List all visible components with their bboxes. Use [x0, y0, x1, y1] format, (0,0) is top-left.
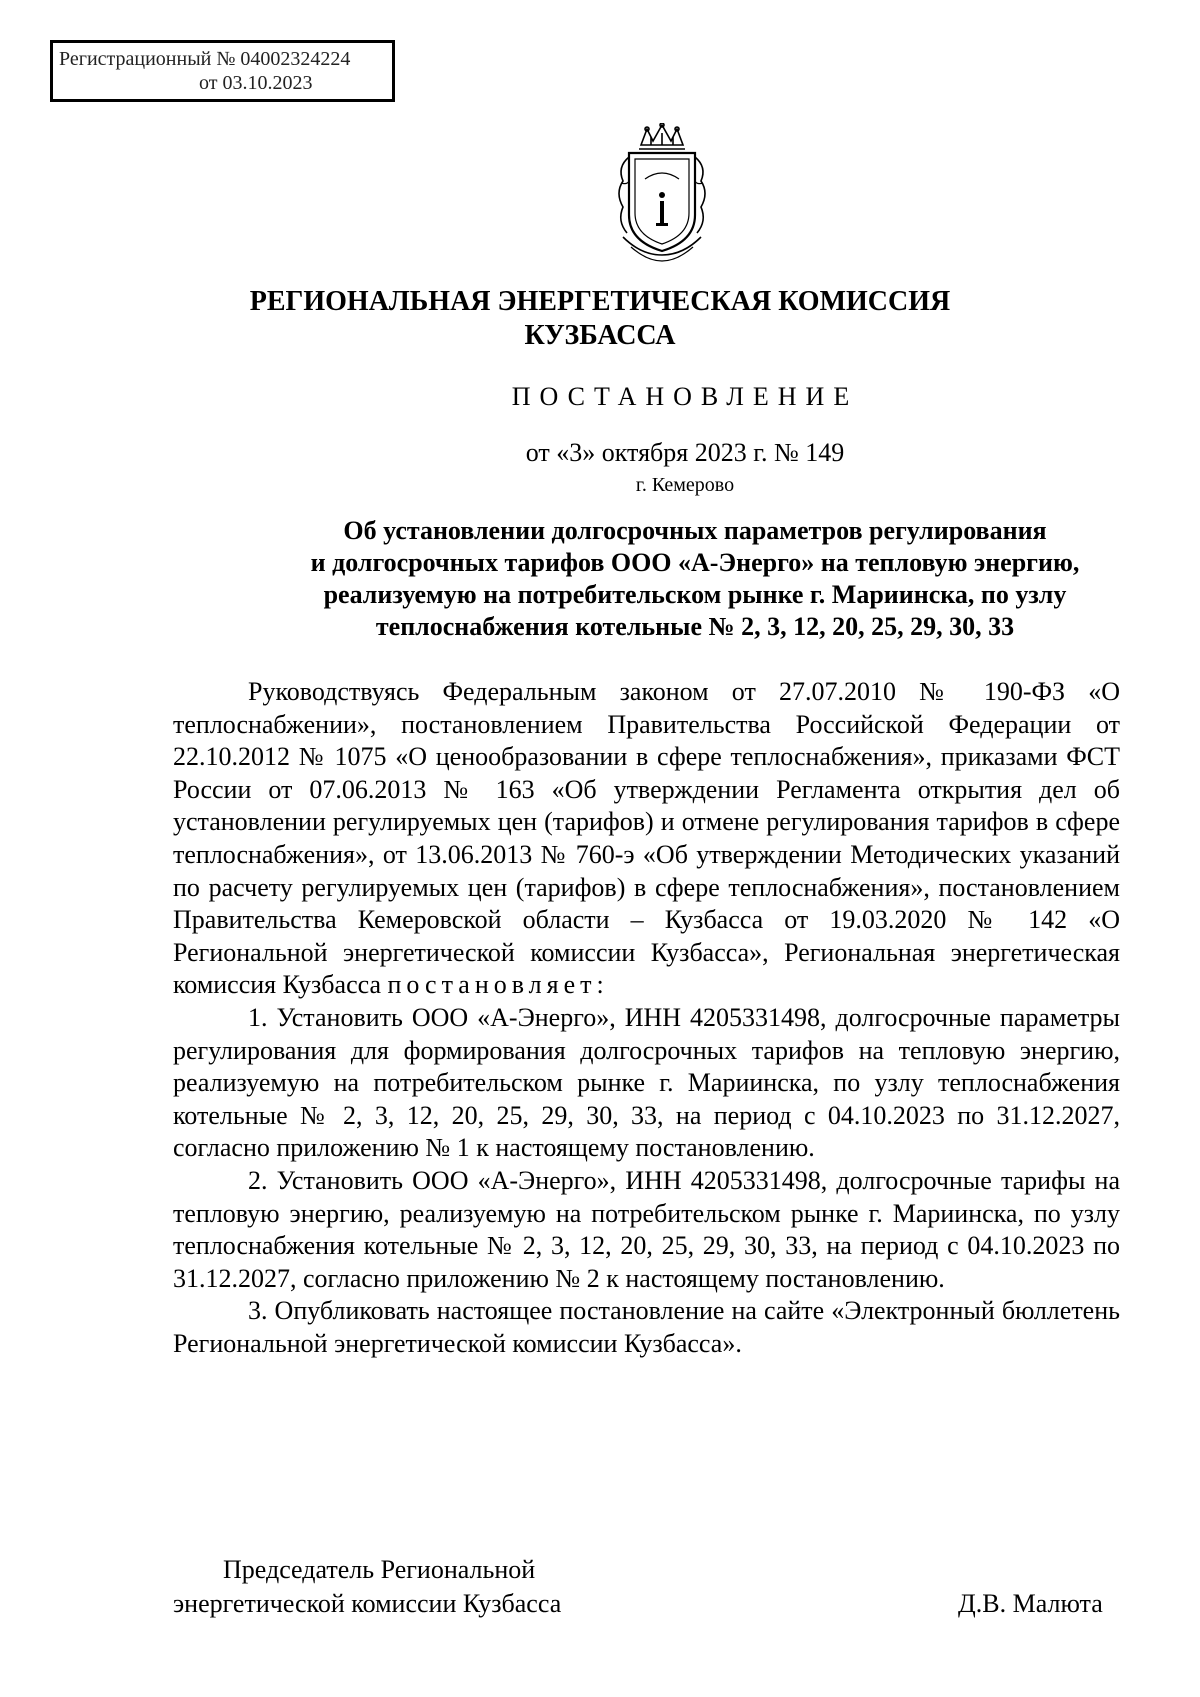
document-type: ПОСТАНОВЛЕНИЕ [511, 382, 859, 411]
document-city: г. Кемерово [635, 474, 735, 496]
organization-name [0, 285, 1200, 353]
item-2-paragraph: 2. Установить ООО «А-Энерго», ИНН 4205331498, долгосрочные тарифы на тепловую энергию, реализуемую на потребительском рынке г. Мариинска, по узлу теплоснабжения котельные № 2, 3, 12, 20, 25, 29, 30, 33, на период с 04.10.2023 по 31.12.2027, согласно приложению № 2 к настоящему постановлению. [173, 1165, 1120, 1293]
preamble-paragraph [173, 676, 1120, 1002]
item-1-paragraph: 1. Установить ООО «А-Энерго», ИНН 4205331498, долгосрочные параметры регулирования для формирования долгосрочных тарифов на тепловую энергию, реализуемую на потребительском рынке г. Мариинска, по узлу теплоснабжения котельные № 2, 3, 12, 20, 25, 29, 30, 33, на период с 04.10.2023 по 31.12.2027, согласно приложению № 1 к настоящему постановлению. [173, 1002, 1120, 1163]
organization-name-line2: КУЗБАССА [524, 320, 676, 351]
signatory-position-line1: Председатель Региональной [223, 1555, 536, 1584]
document-title-line1: Об установлении долгосрочных параметров регулирования [343, 516, 1047, 545]
item-3-paragraph: 3. Опубликовать настоящее постановление на сайте «Электронный бюллетень Региональной энергетической комиссии Кузбасса». [173, 1296, 1120, 1358]
signatory-position-line2: энергетической комиссии Кузбасса [173, 1589, 562, 1618]
document-title-line4: теплоснабжения котельные № 2, 3, 12, 20, 25, 29, 30, 33 [375, 612, 1015, 641]
decree-word: постановляет: [387, 970, 609, 1000]
coat-of-arms-icon [611, 123, 713, 263]
registration-stamp [50, 40, 395, 102]
document-title [200, 515, 1190, 643]
document-body [173, 676, 1120, 1360]
signatory-position [173, 1553, 561, 1621]
registration-number: Регистрационный № 04002324224 [59, 48, 351, 70]
organization-name-line1: РЕГИОНАЛЬНАЯ ЭНЕРГЕТИЧЕСКАЯ КОМИССИЯ [249, 286, 951, 317]
registration-date: от 03.10.2023 [199, 72, 313, 94]
preamble-text: Руководствуясь Федеральным законом от 27.07.2010 № 190-ФЗ «О теплоснабжении», постановлением Правительства Российской Федерации от 22.10.2012 № 1075 «О ценообразовании в сфере теплоснабжения», приказами ФСТ России от 07.06.2013 № 163 «Об утверждении Регламента открытия дел об установлении регулируемых цен (тарифов) и отмене регулирования тарифов в сфере теплоснабжения», от 13.06.2013 № 760-э «Об утверждении Методических указаний по расчету регулируемых цен (тарифов) в сфере теплоснабжения», постановлением Правительства Кемеровской области – Кузбасса от 19.03.2020 № 142 «О Региональной энергетической комиссии Кузбасса», Региональная энергетическая комиссия Кузбасса [173, 677, 1120, 1000]
document-title-line2: и долгосрочных тарифов ООО «А-Энерго» на тепловую энергию, [310, 548, 1080, 577]
document-title-line3: реализуемую на потребительском рынке г. Мариинска, по узлу [323, 580, 1067, 609]
document-date-number: от «3» октября 2023 г. № 149 [525, 438, 845, 467]
signatory-name: Д.В. Малюта [958, 1589, 1103, 1618]
